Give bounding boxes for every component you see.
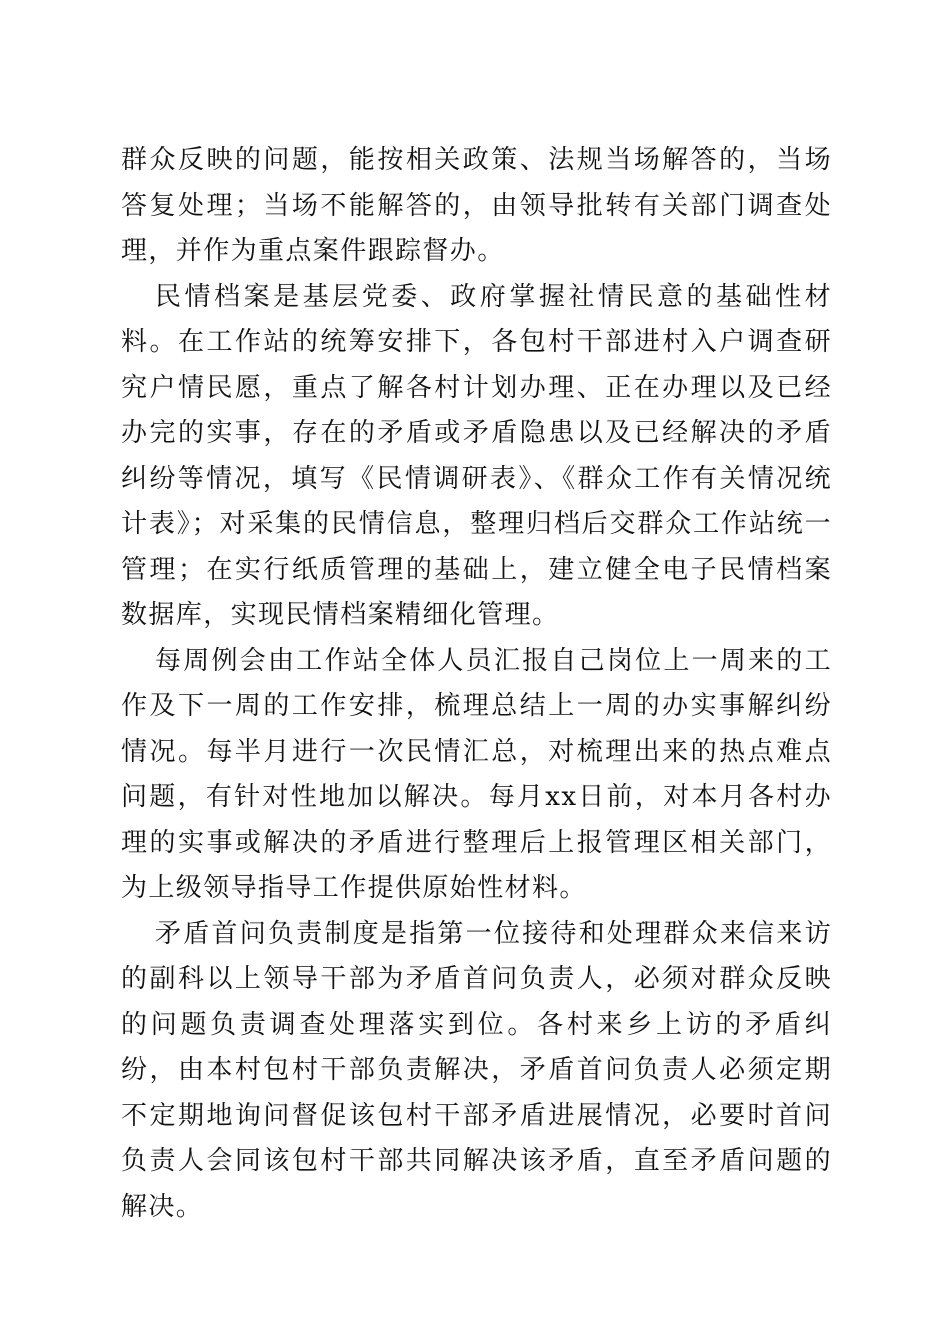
paragraph-weekly-meeting: 每周例会由工作站全体人员汇报自己岗位上一周来的工作及下一周的工作安排，梳理总结上一周的办实事解纠纷情况。每半月进行一次民情汇总，对梳理出来的热点难点问题，有针对性地加以解决。每月xx日前，对本月各村办理的实事或解决的矛盾进行整理后上报管理区相关部门，为上级领导指导工作提供原始性材料。 <box>121 645 832 903</box>
paragraph-first-inquiry-responsibility: 矛盾首问负责制度是指第一位接待和处理群众来信来访的副科以上领导干部为矛盾首问负责人，必须对群众反映的问题负责调查处理落实到位。各村来乡上访的矛盾纠纷，由本村包村干部负责解决，矛盾首问负责人必须定期不定期地询问督促该包村干部矛盾进展情况，必要时首问负责人会同该包村干部共同解决该矛盾，直至矛盾问题的解决。 <box>121 918 832 1222</box>
document-body <box>121 138 832 1230</box>
paragraph-livelihood-archives: 民情档案是基层党委、政府掌握社情民意的基础性材料。在工作站的统筹安排下，各包村干部进村入户调查研究户情民愿，重点了解各村计划办理、正在办理以及已经办完的实事，存在的矛盾或矛盾隐患以及已经解决的矛盾纠纷等情况，填写《民情调研表》、《群众工作有关情况统计表》；对采集的民情信息，整理归档后交群众工作站统一管理；在实行纸质管理的基础上，建立健全电子民情档案数据库，实现民情档案精细化管理。 <box>121 281 832 630</box>
paragraph-continuation: 群众反映的问题，能按相关政策、法规当场解答的，当场答复处理；当场不能解答的，由领导批转有关部门调查处理，并作为重点案件跟踪督办。 <box>121 145 832 266</box>
